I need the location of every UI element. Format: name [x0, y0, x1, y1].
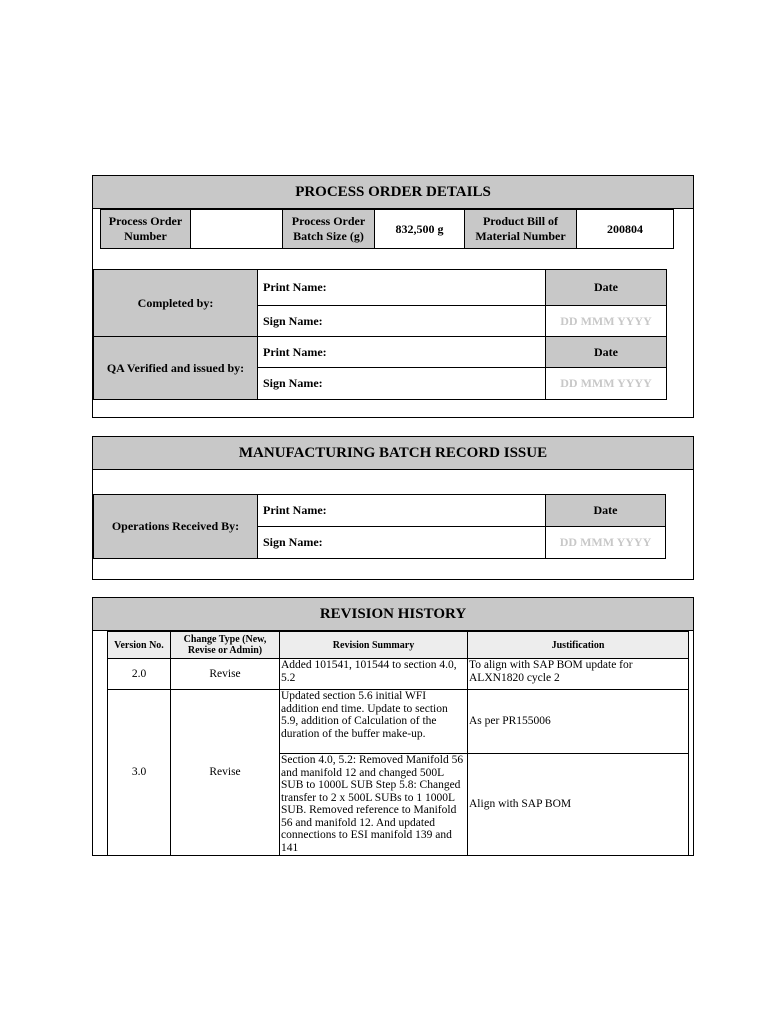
signature-table: [93, 269, 667, 400]
justification-cell: Align with SAP BOM: [468, 754, 689, 856]
completed-sign-name-field[interactable]: Sign Name:: [258, 306, 546, 337]
summary-cell: Added 101541, 101544 to section 4.0, 5.2: [280, 659, 468, 690]
qa-date-label: Date: [546, 337, 667, 368]
revision-history-table: [107, 631, 689, 856]
revision-history-title: REVISION HISTORY: [93, 598, 693, 631]
summary-header: Revision Summary: [280, 632, 468, 659]
qa-print-name-field[interactable]: Print Name:: [258, 337, 546, 368]
version-cell: 2.0: [108, 659, 171, 690]
process-order-number-label: Process Order Number: [101, 210, 191, 249]
qa-date-field[interactable]: DD MMM YYYY: [546, 368, 667, 400]
process-order-info-table: [100, 209, 674, 249]
process-order-title: PROCESS ORDER DETAILS: [93, 176, 693, 209]
version-header: Version No.: [108, 632, 171, 659]
revision-history-section: [92, 597, 694, 856]
bom-value: 200804: [577, 210, 674, 249]
qa-verified-label: QA Verified and issued by:: [94, 337, 258, 400]
completed-by-label: Completed by:: [94, 270, 258, 337]
version-cell: 3.0: [108, 690, 171, 856]
batch-record-title: MANUFACTURING BATCH RECORD ISSUE: [93, 437, 693, 470]
bom-label: Product Bill of Material Number: [465, 210, 577, 249]
operations-received-label: Operations Received By:: [94, 495, 258, 559]
operations-sign-name-field[interactable]: Sign Name:: [258, 527, 546, 559]
operations-print-name-field[interactable]: Print Name:: [258, 495, 546, 527]
completed-date-field[interactable]: DD MMM YYYY: [546, 306, 667, 337]
qa-sign-name-field[interactable]: Sign Name:: [258, 368, 546, 400]
change-type-cell: Revise: [171, 690, 280, 856]
process-order-number-field[interactable]: [191, 210, 283, 249]
change-type-cell: Revise: [171, 659, 280, 690]
table-row: [108, 690, 689, 754]
justification-cell: As per PR155006: [468, 690, 689, 754]
summary-cell: Updated section 5.6 initial WFI addition end time. Update to section 5.9, addition of Calculation of the duration of the buffer make-up.: [280, 690, 468, 754]
operations-table: [93, 494, 666, 559]
process-order-section: [92, 175, 694, 418]
table-row: [108, 659, 689, 690]
completed-date-label: Date: [546, 270, 667, 306]
batch-size-label: Process Order Batch Size (g): [283, 210, 375, 249]
justification-cell: To align with SAP BOM update for ALXN1820 cycle 2: [468, 659, 689, 690]
batch-size-value: 832,500 g: [375, 210, 465, 249]
batch-record-section: [92, 436, 694, 580]
justification-header: Justification: [468, 632, 689, 659]
completed-print-name-field[interactable]: Print Name:: [258, 270, 546, 306]
operations-date-label: Date: [546, 495, 666, 527]
operations-date-field[interactable]: DD MMM YYYY: [546, 527, 666, 559]
change-type-header: Change Type (New, Revise or Admin): [171, 632, 280, 659]
summary-cell: Section 4.0, 5.2: Removed Manifold 56 and manifold 12 and changed 500L SUB to 1000L SUB Step 5.8: Changed transfer to 2 x 500L SUBs to 1 1000L SUB. Removed reference to Manifold 56 and manifold 12. And updated connections to ESI manifold 139 and 141: [280, 754, 468, 856]
